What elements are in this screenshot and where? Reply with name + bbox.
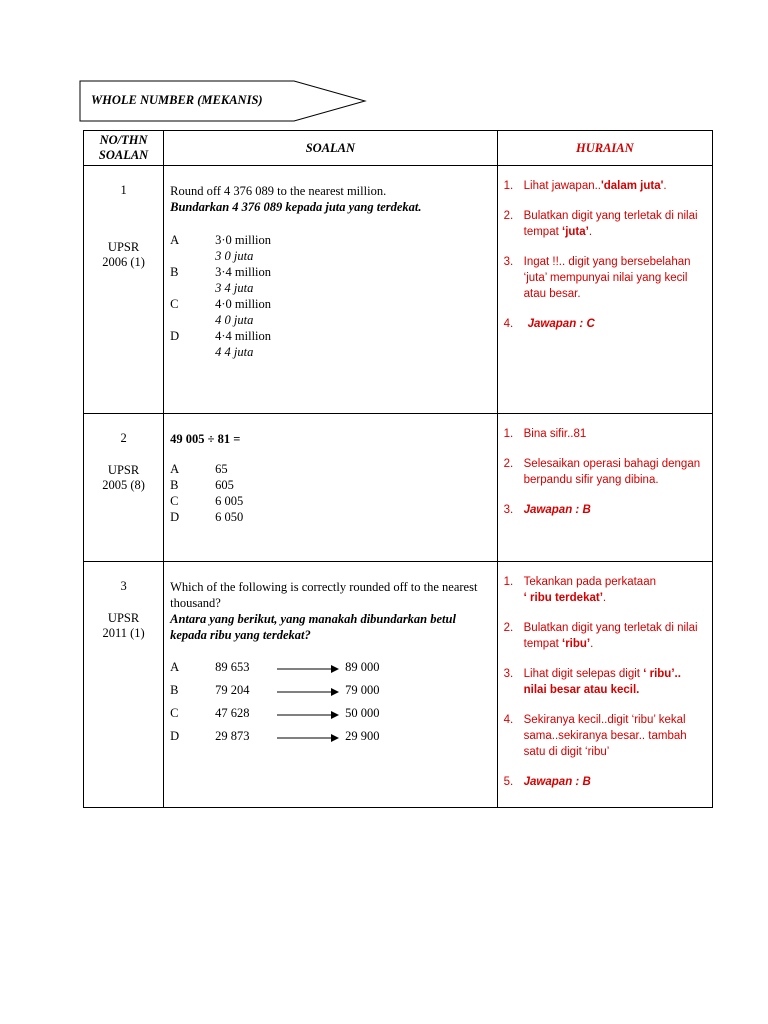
option-d (170, 509, 491, 525)
step-punct: . (590, 638, 594, 650)
step-number: 4. (503, 714, 514, 726)
option-letter: B (170, 682, 179, 697)
question-number-cell (84, 562, 164, 808)
option-value: 65 (215, 462, 228, 476)
option-from: 47 628 (215, 705, 250, 720)
title-banner (79, 80, 366, 122)
option-letter: A (170, 233, 180, 247)
option-letter: C (170, 297, 179, 311)
question-text: 49 005 ÷ 81 = (170, 432, 241, 446)
question-number: 2 (120, 431, 127, 445)
option-d (170, 328, 491, 344)
step-text: Lihat digit selepas digit (523, 668, 644, 680)
source-year: 2011 (1) (102, 626, 145, 640)
option-letter: A (170, 659, 180, 674)
source-year: 2005 (8) (102, 478, 145, 492)
option-b (170, 264, 491, 280)
step-number: 2. (503, 210, 514, 222)
huraian-step (504, 254, 706, 302)
option-letter: D (170, 728, 180, 743)
step-number: 3. (503, 668, 514, 680)
option-value: 6 005 (215, 494, 244, 508)
option-letter: B (170, 478, 179, 492)
option-sub: 3 4 juta (215, 281, 254, 295)
option-value: 6 050 (215, 510, 244, 524)
option-from: 29 873 (215, 728, 250, 743)
option-to: 50 000 (345, 705, 380, 720)
step-punct: . (602, 592, 607, 604)
step-number: 2. (503, 458, 514, 470)
option-letter: D (170, 510, 180, 524)
step-number: 3. (503, 256, 514, 268)
step-keyword: 'dalam juta' (601, 180, 664, 192)
option-value: 4·4 million (215, 329, 272, 343)
answer-text: Jawapan : B (523, 776, 591, 788)
step-number: 4. (503, 318, 514, 330)
step-text: Lihat jawapan.. (523, 180, 602, 192)
huraian-step (504, 574, 706, 606)
question-source (84, 240, 163, 270)
step-punct: . (588, 226, 593, 238)
huraian-step (504, 712, 706, 760)
step-keyword: ‘ribu’ (562, 638, 591, 650)
huraian-step (504, 426, 706, 442)
header-no (84, 131, 164, 166)
option-from: 89 653 (215, 659, 250, 674)
question-number: 1 (120, 183, 127, 197)
huraian-step (504, 666, 706, 698)
huraian-step (504, 178, 706, 194)
question-number-cell (84, 166, 164, 414)
question-text-bm: Bundarkan 4 376 089 kepada juta yang terdekat. (170, 200, 422, 214)
huraian-answer (504, 316, 706, 332)
step-number: 3. (503, 504, 514, 516)
option-letter: C (170, 494, 179, 508)
step-text: Bina sifir..81 (523, 428, 587, 440)
option-value: 3·0 million (215, 233, 272, 247)
step-keyword: ‘juta’ (562, 226, 589, 238)
option-a (170, 655, 491, 678)
question-number: 3 (120, 579, 127, 593)
step-keyword: ‘ ribu terdekat’ (523, 592, 603, 604)
question-cell (164, 166, 498, 414)
page-title: WHOLE NUMBER (MEKANIS) (91, 93, 263, 107)
question-text-bm: Antara yang berikut, yang manakah dibundarkan betul kepada ribu yang terdekat? (170, 612, 456, 642)
option-a (170, 461, 491, 477)
option-to: 79 000 (345, 682, 380, 697)
questions-table (83, 130, 713, 808)
option-c (170, 296, 491, 312)
step-number: 5. (503, 776, 514, 788)
huraian-step (504, 620, 706, 652)
source-exam: UPSR (107, 611, 140, 625)
option-value: 3·4 million (215, 265, 272, 279)
option-a (170, 232, 491, 248)
step-number: 1. (503, 576, 514, 588)
question-number-cell (84, 414, 164, 562)
option-letter: D (170, 329, 180, 343)
option-sub: 3 0 juta (215, 249, 254, 263)
table-header-row (84, 131, 713, 166)
option-d (170, 724, 491, 747)
step-text: Selesaikan operasi bahagi dengan berpandu sifir yang dibina. (523, 458, 701, 486)
option-letter: C (170, 705, 179, 720)
option-sub: 4 0 juta (215, 313, 254, 327)
option-sub: 4 4 juta (215, 345, 254, 359)
step-text: Bulatkan digit yang terletak di nilai tempat (523, 210, 698, 238)
option-b (170, 678, 491, 701)
option-to: 29 900 (345, 728, 380, 743)
question-text-en: Which of the following is correctly rounded off to the nearest thousand? (170, 580, 478, 610)
option-from: 79 204 (215, 682, 250, 697)
question-text-en: Round off 4 376 089 to the nearest million. (170, 184, 387, 198)
step-keyword: ‘ ribu’.. nilai besar atau kecil. (523, 668, 681, 696)
option-value: 605 (215, 478, 234, 492)
option-c (170, 493, 491, 509)
question-cell (164, 562, 498, 808)
header-soalan: SOALAN (164, 131, 498, 166)
option-value: 4·0 million (215, 297, 272, 311)
option-c (170, 701, 491, 724)
step-text: Tekankan pada perkataan (523, 576, 656, 588)
huraian-cell (497, 562, 712, 808)
source-exam: UPSR (107, 463, 140, 477)
source-exam: UPSR (107, 240, 140, 254)
answer-text: Jawapan : B (523, 504, 591, 516)
header-no-line2: SOALAN (98, 148, 149, 162)
huraian-answer (504, 502, 706, 518)
option-to: 89 000 (345, 659, 380, 674)
huraian-step (504, 208, 706, 240)
header-huraian: HURAIAN (497, 131, 712, 166)
question-cell (164, 414, 498, 562)
arrow-right-icon (275, 685, 340, 695)
table-row (84, 562, 713, 808)
arrow-right-icon (275, 708, 340, 718)
step-punct: . (663, 180, 667, 192)
step-text: Ingat !!.. digit yang bersebelahan ‘juta’ mempunyai nilai yang kecil atau besar. (523, 256, 691, 300)
table-row (84, 166, 713, 414)
header-no-line1: NO/THN (99, 133, 148, 147)
step-number: 1. (503, 428, 514, 440)
answer-text: Jawapan : C (527, 318, 595, 330)
huraian-cell (497, 414, 712, 562)
huraian-cell (497, 166, 712, 414)
step-number: 2. (503, 622, 514, 634)
arrow-right-icon (275, 731, 340, 741)
step-text: Bulatkan digit yang terletak di nilai tempat (523, 622, 698, 650)
huraian-step (504, 456, 706, 488)
huraian-answer (504, 774, 706, 790)
question-source (84, 463, 163, 493)
option-letter: A (170, 462, 180, 476)
step-number: 1. (503, 180, 514, 192)
question-source (84, 611, 163, 641)
option-letter: B (170, 265, 179, 279)
option-b (170, 477, 491, 493)
arrow-right-icon (275, 662, 340, 672)
step-text: Sekiranya kecil..digit ‘ribu’ kekal sama..sekiranya besar.. tambah satu di digit ‘ribu’ (523, 714, 687, 758)
source-year: 2006 (1) (102, 255, 145, 269)
table-row (84, 414, 713, 562)
